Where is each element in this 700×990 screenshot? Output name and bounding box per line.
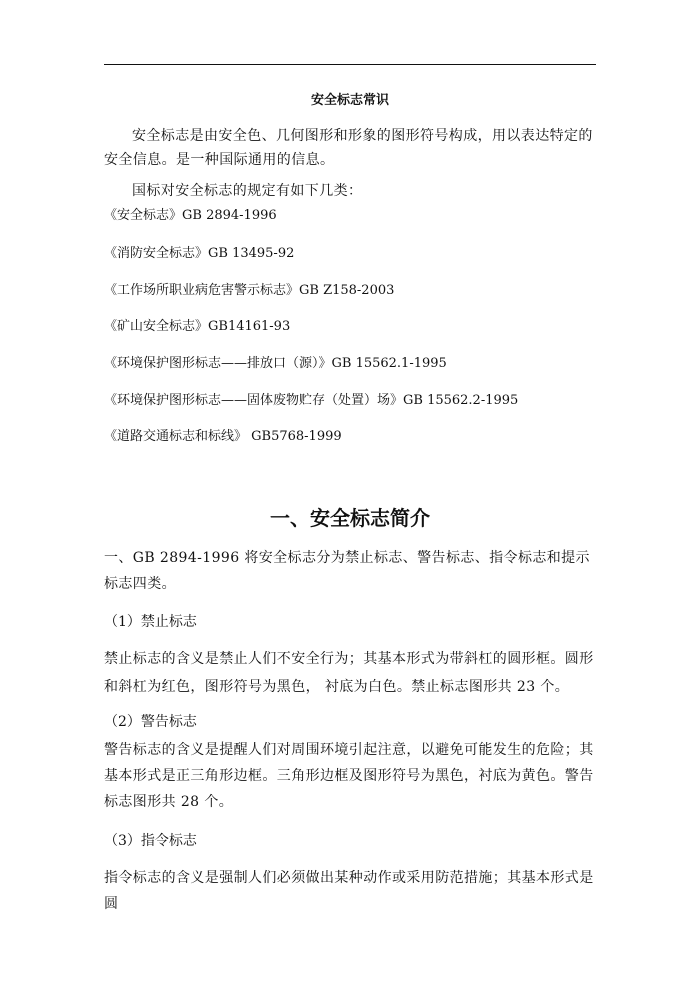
standard-item: 《道路交通标志和标线》 GB5768-1999 — [104, 429, 342, 444]
section-heading: 一、安全标志简介 — [270, 506, 430, 530]
section-intro: 一、GB 2894-1996 将安全标志分为禁止标志、警告标志、指令标志和提示标志四类。 — [104, 550, 590, 592]
subsection-body-mandatory: 指令标志的含义是强制人们必须做出某种动作或采用防范措施；其基本形式是圆 — [104, 870, 594, 912]
intro-paragraph: 安全标志是由安全色、几何图形和形象的图形符号构成，用以表达特定的安全信息。是一种国际通用的信息。 — [104, 128, 593, 168]
standard-item: 《消防安全标志》GB 13495-92 — [104, 246, 295, 261]
standard-item: 《工作场所职业病危害警示标志》GB Z158-2003 — [104, 283, 395, 298]
standard-item: 《矿山安全标志》GB14161-93 — [104, 319, 291, 334]
standards-intro: 国标对安全标志的规定有如下几类： — [132, 183, 363, 199]
standard-item: 《环境保护图形标志——排放口（源）》GB 15562.1-1995 — [104, 356, 447, 371]
standard-item: 《安全标志》GB 2894-1996 — [104, 208, 277, 223]
subsection-heading-prohibition: （1）禁止标志 — [104, 614, 197, 630]
subsection-body-prohibition: 禁止标志的含义是禁止人们不安全行为；其基本形式为带斜杠的圆形框。圆形和斜杠为红色，图形符号为黑色， 衬底为白色。禁止标志图形共 23 个。 — [104, 651, 594, 695]
header-rule — [104, 64, 596, 65]
subsection-heading-warning: （2）警告标志 — [104, 714, 197, 730]
standard-item: 《环境保护图形标志——固体废物贮存（处置）场》GB 15562.2-1995 — [104, 393, 519, 408]
subsection-body-warning: 警告标志的含义是提醒人们对周围环境引起注意，以避免可能发生的危险；其基本形式是正三角形边框。三角形边框及图形符号为黑色，衬底为黄色。警告标志图形共 28 个。 — [104, 742, 594, 810]
subsection-heading-mandatory: （3）指令标志 — [104, 833, 197, 849]
page-title: 安全标志常识 — [310, 93, 389, 108]
